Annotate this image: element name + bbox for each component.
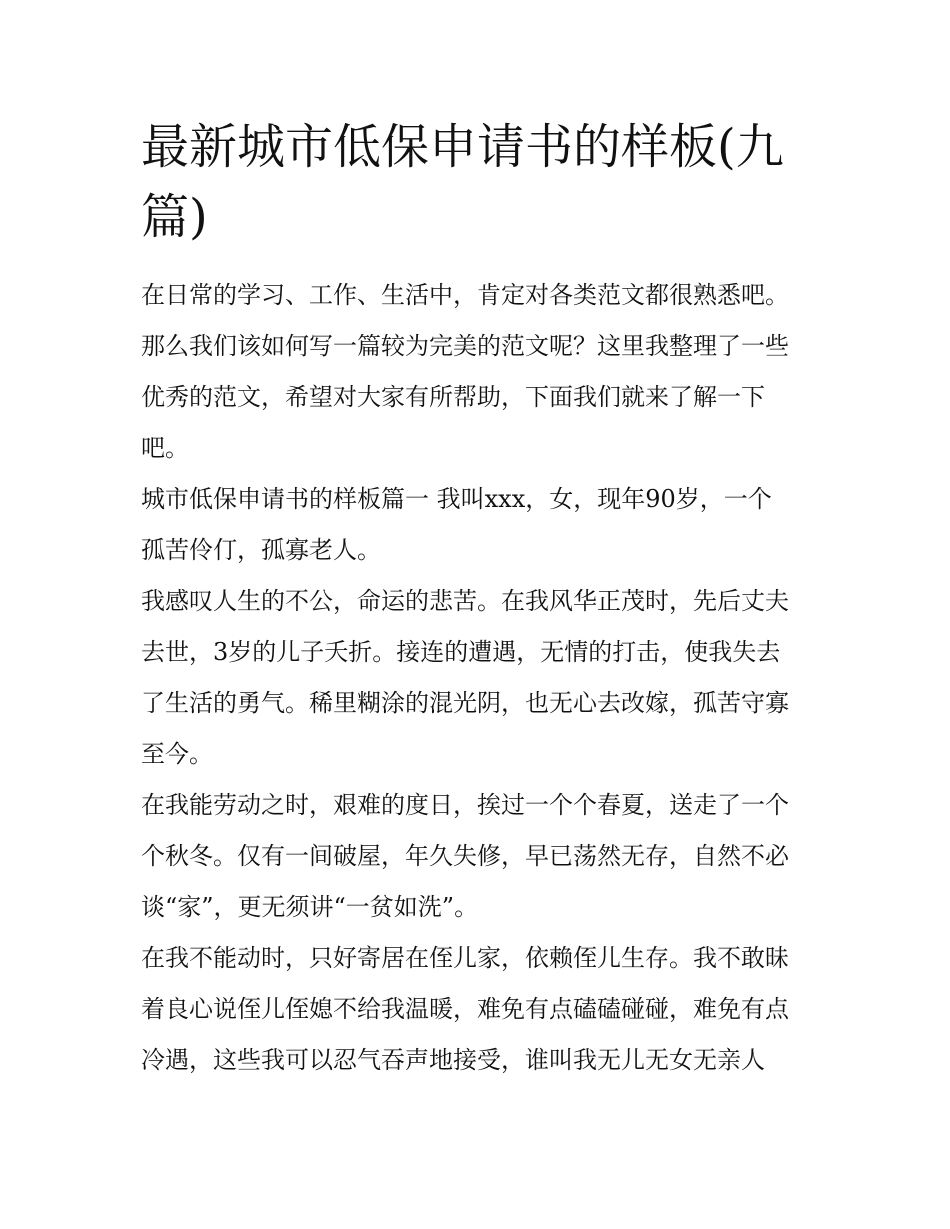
document-content <box>141 112 813 1086</box>
text-line: 城市低保申请书的样板篇一 我叫xxx，女，现年90岁，一个 <box>141 485 772 513</box>
text-line: 去世，3岁的儿子夭折。接连的遭遇，无情的打击，使我失去 <box>141 638 781 666</box>
text-line: 吧。 <box>141 434 189 462</box>
document-body <box>141 270 813 1086</box>
text-line: 优秀的范文，希望对大家有所帮助，下面我们就来了解一下 <box>141 383 765 411</box>
text-line: 我感叹人生的不公，命运的悲苦。在我风华正茂时，先后丈夫 <box>141 587 789 615</box>
text-line: 那么我们该如何写一篇较为完美的范文呢？这里我整理了一些 <box>141 332 789 360</box>
document-title <box>141 112 813 252</box>
text-line: 谈“家”，更无须讲“一贫如洗”。 <box>141 893 479 921</box>
text-line: 孤苦伶仃，孤寡老人。 <box>141 536 381 564</box>
paragraph-current-situation <box>141 933 813 1086</box>
paragraph-life-story <box>141 576 813 780</box>
text-line: 在我不能动时，只好寄居在侄儿家，依赖侄儿生存。我不敢昧 <box>141 944 789 972</box>
title-line: 篇) <box>141 189 208 245</box>
text-line: 至今。 <box>141 740 213 768</box>
title-line: 最新城市低保申请书的样板(九 <box>141 119 784 175</box>
text-line: 在我能劳动之时，艰难的度日，挨过一个个春夏，送走了一个 <box>141 791 789 819</box>
text-line: 了生活的勇气。稀里糊涂的混光阴，也无心去改嫁，孤苦守寡 <box>141 689 789 717</box>
paragraph-sample-one-intro <box>141 474 813 576</box>
text-line: 在日常的学习、工作、生活中，肯定对各类范文都很熟悉吧。 <box>141 281 789 309</box>
paragraph-intro <box>141 270 813 474</box>
text-line: 冷遇，这些我可以忍气吞声地接受，谁叫我无儿无女无亲人 <box>141 1046 765 1074</box>
paragraph-hardship <box>141 780 813 933</box>
text-line: 个秋冬。仅有一间破屋，年久失修，早已荡然无存，自然不必 <box>141 842 789 870</box>
text-line: 着良心说侄儿侄媳不给我温暖，难免有点磕磕碰碰，难免有点 <box>141 995 789 1023</box>
